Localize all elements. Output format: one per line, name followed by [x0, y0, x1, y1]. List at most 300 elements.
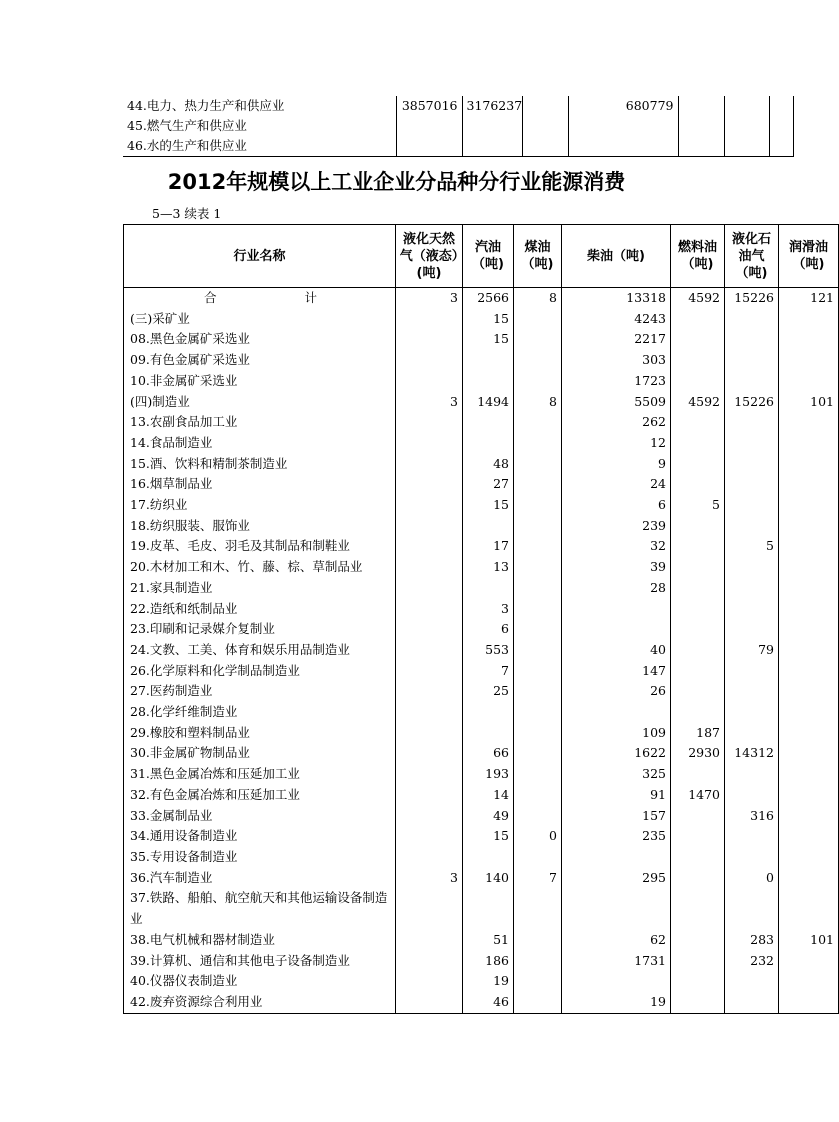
table-row [124, 454, 839, 475]
table-cell [522, 116, 568, 136]
table-cell [396, 454, 463, 475]
table-cell [568, 116, 678, 136]
table-row [124, 495, 839, 516]
table-cell [725, 619, 779, 640]
table-cell [671, 516, 725, 537]
table-cell [769, 116, 793, 136]
table-cell: 2930 [671, 743, 725, 764]
table-cell [779, 951, 839, 972]
table-cell: 121 [779, 288, 839, 309]
table-cell [562, 599, 671, 620]
table-cell [779, 516, 839, 537]
table-cell [396, 764, 463, 785]
table-cell [724, 96, 769, 116]
table-cell [779, 723, 839, 744]
table-cell: 147 [562, 661, 671, 682]
table-cell [671, 433, 725, 454]
table-cell [396, 930, 463, 951]
table-cell [678, 116, 724, 136]
table-row [124, 702, 839, 723]
table-cell [514, 847, 562, 868]
row-label: 35.专用设备制造业 [124, 847, 396, 868]
table-cell: 5 [671, 495, 725, 516]
table-cell [671, 350, 725, 371]
table-cell [396, 806, 463, 827]
table-cell: 109 [562, 723, 671, 744]
table-cell [463, 578, 514, 599]
table-cell [463, 371, 514, 392]
table-cell [514, 640, 562, 661]
table-cell: 15 [463, 495, 514, 516]
table-cell [725, 702, 779, 723]
table-cell [725, 454, 779, 475]
table-cell [514, 557, 562, 578]
table-cell [463, 516, 514, 537]
table-cell [671, 599, 725, 620]
total-label-left: 合 [204, 290, 217, 305]
table-cell: 193 [463, 764, 514, 785]
table-cell: 28 [562, 578, 671, 599]
table-cell [562, 702, 671, 723]
header-kerosene: 煤油（吨) [514, 225, 562, 288]
table-cell [671, 329, 725, 350]
table-cell: 7 [463, 661, 514, 682]
table-cell [725, 764, 779, 785]
table-cell [671, 371, 725, 392]
table-cell [396, 578, 463, 599]
page-title: 2012年规模以上工业企业分品种分行业能源消费 [167, 170, 626, 194]
table-row [124, 888, 839, 929]
table-cell [514, 951, 562, 972]
table-row [124, 536, 839, 557]
table-cell [396, 847, 463, 868]
table-cell [779, 847, 839, 868]
table-cell: 4592 [671, 392, 725, 413]
row-label: 33.金属制品业 [124, 806, 396, 827]
energy-consumption-table [123, 224, 839, 1014]
table-row [124, 971, 839, 992]
table-cell [725, 661, 779, 682]
table-cell: 40 [562, 640, 671, 661]
total-label-right: 计 [304, 290, 317, 305]
table-cell [514, 599, 562, 620]
table-cell [725, 847, 779, 868]
table-row [124, 806, 839, 827]
table-cell [725, 785, 779, 806]
table-row [124, 681, 839, 702]
table-cell [671, 412, 725, 433]
table-cell [779, 764, 839, 785]
table-cell: 3857016 [396, 96, 462, 116]
table-cell [671, 806, 725, 827]
table-cell [779, 495, 839, 516]
row-label: 30.非金属矿物制品业 [124, 743, 396, 764]
table-cell [779, 599, 839, 620]
row-label: 29.橡胶和塑料制品业 [124, 723, 396, 744]
row-label: 34.通用设备制造业 [124, 826, 396, 847]
table-row [123, 136, 793, 157]
table-cell [396, 516, 463, 537]
table-cell [396, 640, 463, 661]
row-label: 13.农副食品加工业 [124, 412, 396, 433]
table-cell: 239 [562, 516, 671, 537]
row-label: 23.印刷和记录媒介复制业 [124, 619, 396, 640]
row-label: 44.电力、热力生产和供应业 [123, 96, 396, 116]
table-cell [396, 599, 463, 620]
table-cell [779, 309, 839, 330]
table-row [123, 116, 793, 136]
table-cell: 1494 [463, 392, 514, 413]
total-row [124, 288, 839, 309]
table-cell [396, 536, 463, 557]
table-cell: 5 [725, 536, 779, 557]
table-cell: 2566 [463, 288, 514, 309]
table-cell [725, 474, 779, 495]
table-cell [779, 971, 839, 992]
table-cell [671, 681, 725, 702]
table-cell [725, 578, 779, 599]
table-cell: 0 [514, 826, 562, 847]
table-cell [725, 329, 779, 350]
row-label: (三)采矿业 [124, 309, 396, 330]
table-cell [396, 495, 463, 516]
table-cell [396, 681, 463, 702]
table-cell [671, 702, 725, 723]
table-cell [779, 350, 839, 371]
table-cell: 39 [562, 557, 671, 578]
table-cell [396, 951, 463, 972]
table-cell: 14312 [725, 743, 779, 764]
table-cell [671, 454, 725, 475]
table-row [124, 329, 839, 350]
table-cell [396, 309, 463, 330]
row-label: 39.计算机、通信和其他电子设备制造业 [124, 951, 396, 972]
table-cell [396, 826, 463, 847]
table-row [124, 309, 839, 330]
table-row [124, 826, 839, 847]
table-cell [396, 350, 463, 371]
table-cell [514, 474, 562, 495]
table-cell [396, 702, 463, 723]
table-cell: 25 [463, 681, 514, 702]
table-cell [396, 888, 463, 929]
row-label: 08.黑色金属矿采选业 [124, 329, 396, 350]
table-cell [396, 474, 463, 495]
table-cell [724, 136, 769, 157]
row-label: 22.造纸和纸制品业 [124, 599, 396, 620]
table-cell [725, 599, 779, 620]
table-cell: 9 [562, 454, 671, 475]
table-cell [671, 847, 725, 868]
row-label: 26.化学原料和化学制品制造业 [124, 661, 396, 682]
row-label: 46.水的生产和供应业 [123, 136, 396, 157]
table-cell: 325 [562, 764, 671, 785]
table-cell: 27 [463, 474, 514, 495]
table-row [124, 433, 839, 454]
table-cell [779, 785, 839, 806]
row-label: 24.文教、工美、体育和娱乐用品制造业 [124, 640, 396, 661]
table-cell: 24 [562, 474, 671, 495]
table-row [124, 785, 839, 806]
table-cell [779, 536, 839, 557]
row-label: 15.酒、饮料和精制茶制造业 [124, 454, 396, 475]
table-cell [779, 868, 839, 889]
table-cell [769, 136, 793, 157]
table-cell: 235 [562, 826, 671, 847]
table-cell [779, 412, 839, 433]
table-cell [671, 971, 725, 992]
row-label: 36.汽车制造业 [124, 868, 396, 889]
table-cell [671, 661, 725, 682]
table-cell [396, 992, 463, 1013]
table-cell [779, 826, 839, 847]
table-cell [779, 619, 839, 640]
table-cell: 13318 [562, 288, 671, 309]
table-cell: 680779 [568, 96, 678, 116]
table-cell [463, 433, 514, 454]
row-label: 27.医药制造业 [124, 681, 396, 702]
table-cell: 3 [396, 392, 463, 413]
header-industry-name: 行业名称 [124, 225, 396, 288]
table-cell [514, 930, 562, 951]
table-cell: 303 [562, 350, 671, 371]
row-label: 42.废弃资源综合利用业 [124, 992, 396, 1013]
table-cell: 91 [562, 785, 671, 806]
table-cell [514, 723, 562, 744]
table-cell [725, 309, 779, 330]
table-cell [396, 723, 463, 744]
table-row [123, 96, 793, 116]
table-cell: 8 [514, 288, 562, 309]
table-cell [514, 992, 562, 1013]
table-cell [514, 578, 562, 599]
table-cell: 316 [725, 806, 779, 827]
table-row [124, 723, 839, 744]
table-cell [779, 640, 839, 661]
table-cell [514, 806, 562, 827]
table-row [124, 930, 839, 951]
row-label: 10.非金属矿采选业 [124, 371, 396, 392]
table-cell [514, 785, 562, 806]
table-cell [396, 371, 463, 392]
table-cell: 26 [562, 681, 671, 702]
row-label: 21.家具制造业 [124, 578, 396, 599]
table-cell: 5509 [562, 392, 671, 413]
table-row [124, 764, 839, 785]
table-cell [671, 764, 725, 785]
table-cell [463, 702, 514, 723]
table-cell [463, 723, 514, 744]
table-cell [396, 661, 463, 682]
table-row [124, 743, 839, 764]
header-diesel: 柴油（吨) [562, 225, 671, 288]
table-cell [396, 743, 463, 764]
table-cell [522, 136, 568, 157]
table-row [124, 474, 839, 495]
table-cell: 101 [779, 392, 839, 413]
table-cell [562, 847, 671, 868]
table-cell [522, 96, 568, 116]
table-cell [779, 454, 839, 475]
table-cell: 7 [514, 868, 562, 889]
table-header-row [124, 225, 839, 288]
table-cell [396, 971, 463, 992]
table-cell [514, 350, 562, 371]
row-label: 40.仪器仪表制造业 [124, 971, 396, 992]
header-lpg: 液化石油气（吨) [725, 225, 779, 288]
table-cell: 15 [463, 309, 514, 330]
table-cell [671, 951, 725, 972]
table-cell: 283 [725, 930, 779, 951]
table-cell [724, 116, 769, 136]
table-cell: 553 [463, 640, 514, 661]
header-fuel-oil: 燃料油（吨) [671, 225, 725, 288]
previous-table-fragment [123, 96, 794, 157]
table-cell [779, 661, 839, 682]
table-cell: 3176237 [462, 96, 522, 116]
table-cell [396, 116, 462, 136]
table-cell [725, 516, 779, 537]
table-cell: 295 [562, 868, 671, 889]
table-cell: 46 [463, 992, 514, 1013]
table-cell [725, 723, 779, 744]
table-cell [779, 578, 839, 599]
table-row [124, 599, 839, 620]
row-label: 14.食品制造业 [124, 433, 396, 454]
table-cell [725, 971, 779, 992]
row-label: 20.木材加工和木、竹、藤、棕、草制品业 [124, 557, 396, 578]
row-label: 19.皮革、毛皮、羽毛及其制品和制鞋业 [124, 536, 396, 557]
header-gasoline: 汽油（吨) [463, 225, 514, 288]
table-cell: 3 [463, 599, 514, 620]
table-row [124, 661, 839, 682]
table-cell [514, 743, 562, 764]
table-row [124, 516, 839, 537]
table-cell [678, 96, 724, 116]
row-label: 38.电气机械和器材制造业 [124, 930, 396, 951]
table-cell [671, 578, 725, 599]
table-cell [725, 371, 779, 392]
table-cell [779, 992, 839, 1013]
table-cell [514, 888, 562, 929]
table-cell: 101 [779, 930, 839, 951]
table-cell: 4592 [671, 288, 725, 309]
row-label: 16.烟草制品业 [124, 474, 396, 495]
table-cell [396, 557, 463, 578]
table-cell [725, 681, 779, 702]
table-cell: 15 [463, 826, 514, 847]
table-cell: 1731 [562, 951, 671, 972]
table-cell [671, 309, 725, 330]
table-row [124, 951, 839, 972]
table-cell [779, 681, 839, 702]
table-cell: 3 [396, 288, 463, 309]
table-cell: 17 [463, 536, 514, 557]
table-cell [514, 536, 562, 557]
table-cell [396, 136, 462, 157]
table-cell: 186 [463, 951, 514, 972]
table-cell: 157 [562, 806, 671, 827]
table-row [124, 557, 839, 578]
table-cell [396, 785, 463, 806]
table-cell: 6 [562, 495, 671, 516]
header-lng: 液化天然气（液态）(吨) [396, 225, 463, 288]
table-cell: 14 [463, 785, 514, 806]
table-cell [779, 888, 839, 929]
table-cell [671, 888, 725, 929]
table-cell: 13 [463, 557, 514, 578]
table-cell: 15226 [725, 392, 779, 413]
table-cell [671, 619, 725, 640]
table-cell [562, 888, 671, 929]
table-subtitle: 5—3 续表 1 [152, 206, 222, 221]
table-cell [671, 557, 725, 578]
table-row [124, 412, 839, 433]
table-cell [463, 847, 514, 868]
table-cell: 49 [463, 806, 514, 827]
table-cell [779, 474, 839, 495]
table-cell [514, 702, 562, 723]
table-row [124, 392, 839, 413]
table-cell: 12 [562, 433, 671, 454]
table-cell [514, 309, 562, 330]
table-row [124, 640, 839, 661]
table-cell [779, 702, 839, 723]
table-cell: 19 [562, 992, 671, 1013]
row-label: 18.纺织服装、服饰业 [124, 516, 396, 537]
table-cell [396, 412, 463, 433]
table-cell [725, 992, 779, 1013]
table-cell [671, 930, 725, 951]
table-cell [725, 412, 779, 433]
table-cell [671, 992, 725, 1013]
table-cell [725, 826, 779, 847]
row-label: 32.有色金属冶炼和压延加工业 [124, 785, 396, 806]
table-cell [514, 619, 562, 640]
table-cell: 232 [725, 951, 779, 972]
header-lubricant: 润滑油（吨) [779, 225, 839, 288]
table-cell [514, 971, 562, 992]
row-label: 45.燃气生产和供应业 [123, 116, 396, 136]
table-cell [514, 681, 562, 702]
table-cell [725, 557, 779, 578]
table-cell: 187 [671, 723, 725, 744]
table-cell [514, 454, 562, 475]
table-cell [462, 116, 522, 136]
table-cell [671, 536, 725, 557]
table-cell: 3 [396, 868, 463, 889]
table-cell: 0 [725, 868, 779, 889]
table-row [124, 371, 839, 392]
table-cell [463, 888, 514, 929]
table-cell [725, 433, 779, 454]
table-cell [671, 640, 725, 661]
table-cell [514, 516, 562, 537]
table-row [124, 350, 839, 371]
table-cell: 4243 [562, 309, 671, 330]
table-cell: 66 [463, 743, 514, 764]
table-cell [671, 826, 725, 847]
table-cell [678, 136, 724, 157]
table-cell [396, 329, 463, 350]
table-row [124, 847, 839, 868]
table-cell [514, 371, 562, 392]
table-cell [568, 136, 678, 157]
table-cell: 140 [463, 868, 514, 889]
table-cell [396, 433, 463, 454]
table-cell [514, 661, 562, 682]
table-cell: 15 [463, 329, 514, 350]
